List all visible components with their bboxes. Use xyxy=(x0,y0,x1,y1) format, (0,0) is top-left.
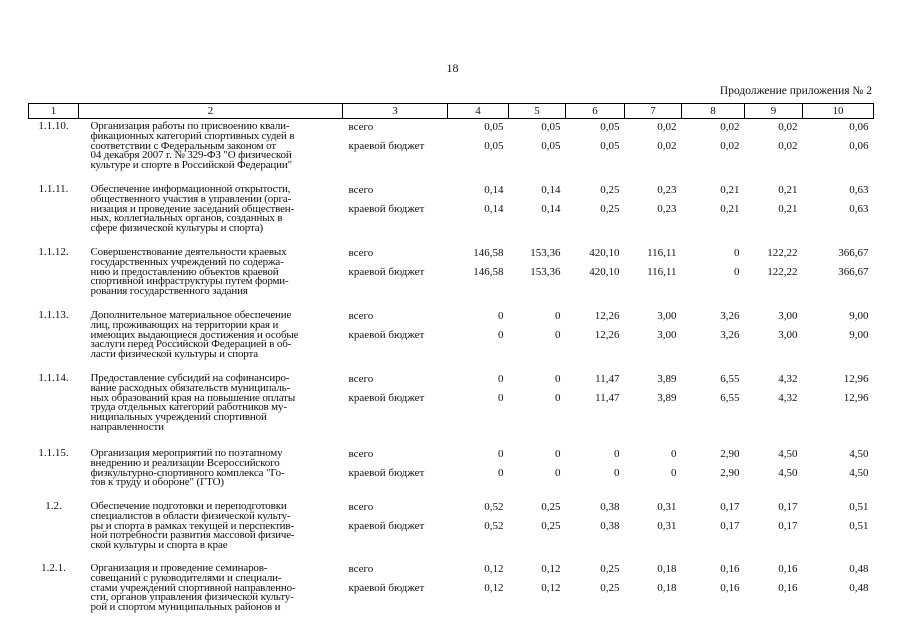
funding-source-label: всего xyxy=(348,563,374,575)
value: 0 xyxy=(614,467,620,479)
value: 146,58 xyxy=(473,247,504,259)
value-cell xyxy=(803,371,874,446)
value: 0,51 xyxy=(849,501,869,513)
value: 0 xyxy=(734,266,740,278)
description-line: совещаний с руководителями и специали- xyxy=(90,571,282,584)
value: 3,00 xyxy=(657,329,677,341)
description-line: Организация работы по присвоению квали- xyxy=(90,120,290,132)
table-row xyxy=(29,446,874,499)
description-line: специалистов в области физической культу- xyxy=(90,509,291,522)
item-description xyxy=(79,499,343,561)
value: 0 xyxy=(555,329,561,341)
value: 3,89 xyxy=(657,373,677,385)
table-row xyxy=(29,371,874,446)
value-cell xyxy=(448,499,509,561)
item-number: 1.1.13. xyxy=(38,309,69,321)
value: 116,11 xyxy=(647,247,677,259)
description-line: культуре и спорте в Российской Федерации" xyxy=(90,159,292,172)
value-cell xyxy=(509,308,566,371)
value-cell xyxy=(448,119,509,183)
value-cell xyxy=(803,182,874,245)
item-description xyxy=(79,245,343,308)
value-cell xyxy=(625,561,682,624)
description-line: Предоставление субсидий на софинансиро- xyxy=(90,372,290,384)
value: 0,14 xyxy=(541,203,561,215)
value: 2,90 xyxy=(720,448,740,460)
value-cell xyxy=(745,446,803,499)
value-cell xyxy=(448,245,509,308)
value: 0 xyxy=(498,467,504,479)
table-row xyxy=(29,245,874,308)
description-line: рования государственного задания xyxy=(90,285,248,298)
value: 0,02 xyxy=(720,140,740,152)
value: 4,50 xyxy=(778,448,798,460)
value: 0,25 xyxy=(541,501,561,513)
value: 0,14 xyxy=(484,203,504,215)
value: 0,02 xyxy=(657,121,677,133)
value-cell xyxy=(682,308,745,371)
value: 0,16 xyxy=(720,563,740,575)
funding-source-label: краевой бюджет xyxy=(348,140,425,152)
value: 0,51 xyxy=(849,520,869,532)
value-cell xyxy=(509,371,566,446)
description-line: ниципальных учреждений спортивной xyxy=(90,411,267,424)
value-cell xyxy=(509,245,566,308)
value-cell xyxy=(682,119,745,183)
item-number: 1.1.10. xyxy=(38,120,69,132)
item-description xyxy=(79,308,343,371)
table-row xyxy=(29,308,874,371)
column-header: 6 xyxy=(566,104,625,119)
value: 0,17 xyxy=(778,520,798,532)
value: 0,12 xyxy=(541,582,561,594)
item-number: 1.2. xyxy=(45,500,62,512)
value: 4,32 xyxy=(778,373,798,385)
value: 0,05 xyxy=(484,121,504,133)
appendix-table xyxy=(28,103,874,624)
value: 0,05 xyxy=(541,140,561,152)
value-cell xyxy=(682,182,745,245)
funding-source xyxy=(343,245,448,308)
value: 122,22 xyxy=(767,247,798,259)
description-line: ных, коллегиальных органов, созданных в xyxy=(90,212,283,225)
funding-source xyxy=(343,308,448,371)
description-line: стами учреждений спортивной направленно- xyxy=(90,581,296,594)
item-description xyxy=(79,561,343,624)
value: 11,47 xyxy=(595,373,620,385)
value: 420,10 xyxy=(589,266,620,278)
value: 0,14 xyxy=(484,184,504,196)
funding-source-label: краевой бюджет xyxy=(348,329,425,341)
column-header: 3 xyxy=(343,104,448,119)
description-line: соответствии с Федеральным законом от xyxy=(90,139,276,152)
value-cell xyxy=(625,245,682,308)
value-cell xyxy=(745,499,803,561)
value-cell xyxy=(566,308,625,371)
funding-source-label: краевой бюджет xyxy=(348,203,425,215)
value: 0,21 xyxy=(778,203,798,215)
item-description xyxy=(79,446,343,499)
value: 0,12 xyxy=(484,563,504,575)
value-cell xyxy=(566,182,625,245)
description-line: ры и спорта в рамках текущей и перспектив- xyxy=(90,519,294,532)
value-cell xyxy=(625,119,682,183)
description-line: ской культуры и спорта в крае xyxy=(90,539,228,552)
description-line: ных образований края на повышение оплаты xyxy=(90,391,296,404)
item-description xyxy=(79,119,343,183)
value: 0 xyxy=(498,329,504,341)
value: 420,10 xyxy=(589,247,620,259)
value: 0,05 xyxy=(541,121,561,133)
description-line: государственных учреждений по содержа- xyxy=(90,255,284,268)
description-line: вание расходных обязательств муниципаль- xyxy=(90,381,291,394)
funding-source xyxy=(343,119,448,183)
value-cell xyxy=(745,371,803,446)
value: 0,21 xyxy=(720,203,740,215)
column-header: 7 xyxy=(625,104,682,119)
table-row xyxy=(29,119,874,183)
value: 0,63 xyxy=(849,203,869,215)
description-line: фикационных категорий спортивных судей в xyxy=(90,129,295,142)
description-line: Обеспечение информационной открытости, xyxy=(90,183,291,195)
value: 0,05 xyxy=(600,140,620,152)
value: 0,02 xyxy=(720,121,740,133)
value-cell xyxy=(566,561,625,624)
description-line: нию и предоставлению объектов краевой xyxy=(90,265,279,278)
value-cell xyxy=(745,308,803,371)
value-cell xyxy=(682,371,745,446)
item-number: 1.2.1. xyxy=(41,562,66,574)
value: 4,50 xyxy=(778,467,798,479)
description-line: сфере физической культуры и спорта) xyxy=(90,222,263,235)
column-header: 2 xyxy=(79,104,343,119)
value-cell xyxy=(448,371,509,446)
description-line: Организация мероприятий по поэтапному xyxy=(90,447,283,459)
funding-source xyxy=(343,446,448,499)
value: 6,55 xyxy=(720,392,740,404)
value: 0,31 xyxy=(657,520,677,532)
value-cell xyxy=(448,561,509,624)
value-cell xyxy=(566,371,625,446)
value-cell xyxy=(625,499,682,561)
value-cell xyxy=(448,308,509,371)
value: 0 xyxy=(734,247,740,259)
value-cell xyxy=(509,182,566,245)
value: 0,25 xyxy=(600,563,620,575)
item-number: 1.1.15. xyxy=(38,447,69,459)
value: 12,26 xyxy=(594,310,620,322)
value: 0,25 xyxy=(600,184,620,196)
value-cell xyxy=(803,561,874,624)
value: 0 xyxy=(671,467,677,479)
description-line: внедрению и реализации Всероссийского xyxy=(90,456,280,469)
value: 12,96 xyxy=(843,392,869,404)
item-number: 1.1.14. xyxy=(38,372,69,384)
value-cell xyxy=(745,561,803,624)
value: 0,52 xyxy=(484,520,504,532)
item-description xyxy=(79,182,343,245)
value: 0,17 xyxy=(778,501,798,513)
description-line: ной потребности развития массовой физиче- xyxy=(90,529,295,542)
funding-source-label: всего xyxy=(348,310,374,322)
value: 146,58 xyxy=(473,266,504,278)
value-cell xyxy=(625,446,682,499)
value: 0 xyxy=(671,448,677,460)
value: 0,12 xyxy=(541,563,561,575)
value: 0,17 xyxy=(720,501,740,513)
value: 0 xyxy=(555,392,561,404)
value: 366,67 xyxy=(838,266,869,278)
value: 116,11 xyxy=(647,266,677,278)
value: 0,18 xyxy=(657,582,677,594)
value-cell xyxy=(448,182,509,245)
value: 0,21 xyxy=(720,184,740,196)
table-row xyxy=(29,561,874,624)
description-line: труда отдельных категорий работников му- xyxy=(90,401,287,414)
value-cell xyxy=(625,182,682,245)
item-number: 1.1.12. xyxy=(38,246,69,258)
page-number: 18 xyxy=(446,61,459,75)
value: 0,31 xyxy=(657,501,677,513)
value: 12,26 xyxy=(594,329,620,341)
value-cell xyxy=(803,245,874,308)
value: 0,02 xyxy=(778,121,798,133)
value-cell xyxy=(509,446,566,499)
funding-source-label: краевой бюджет xyxy=(348,520,425,532)
value: 0,06 xyxy=(849,140,869,152)
funding-source-label: краевой бюджет xyxy=(348,266,425,278)
value-cell xyxy=(448,446,509,499)
description-line: тов к труду и обороне" (ГТО) xyxy=(90,476,224,489)
value-cell xyxy=(745,245,803,308)
value: 0 xyxy=(555,373,561,385)
value: 9,00 xyxy=(849,329,869,341)
value: 0,63 xyxy=(849,184,869,196)
funding-source-label: всего xyxy=(348,247,374,259)
value: 3,26 xyxy=(720,329,740,341)
value: 0,23 xyxy=(657,184,677,196)
value: 0,25 xyxy=(600,203,620,215)
description-line: ласти физической культуры и спорта xyxy=(90,348,259,361)
description-line: Организация и проведение семинаров- xyxy=(90,562,268,574)
description-line: Обеспечение подготовки и переподготовки xyxy=(90,500,287,512)
column-header: 9 xyxy=(745,104,803,119)
value: 0,18 xyxy=(657,563,677,575)
value: 0,16 xyxy=(778,563,798,575)
value: 0,48 xyxy=(849,563,869,575)
value-cell xyxy=(803,499,874,561)
description-line: 04 декабря 2007 г. № 329-ФЗ "О физической xyxy=(90,149,292,162)
value: 0,52 xyxy=(484,501,504,513)
value: 0 xyxy=(614,448,620,460)
value: 0,25 xyxy=(541,520,561,532)
value: 0 xyxy=(498,310,504,322)
value-cell xyxy=(509,499,566,561)
description-line: лиц, проживающих на территории края и xyxy=(90,318,279,331)
value: 3,00 xyxy=(778,310,798,322)
funding-source-label: краевой бюджет xyxy=(348,392,425,404)
value: 0,25 xyxy=(600,582,620,594)
value: 0,16 xyxy=(720,582,740,594)
value: 0,06 xyxy=(849,121,869,133)
value: 0,23 xyxy=(657,203,677,215)
value: 3,26 xyxy=(720,310,740,322)
value: 0,12 xyxy=(484,582,504,594)
item-description xyxy=(79,371,343,446)
value: 2,90 xyxy=(720,467,740,479)
column-header: 8 xyxy=(682,104,745,119)
value-cell xyxy=(745,182,803,245)
description-line: Дополнительное материальное обеспечение xyxy=(90,309,292,321)
value: 4,50 xyxy=(849,448,869,460)
funding-source-label: всего xyxy=(348,501,374,513)
item-number: 1.1.11. xyxy=(38,183,69,195)
value: 0,38 xyxy=(600,520,620,532)
funding-source-label: всего xyxy=(348,184,374,196)
value: 4,50 xyxy=(849,467,869,479)
value: 153,36 xyxy=(530,247,561,259)
value: 3,00 xyxy=(778,329,798,341)
value-cell xyxy=(803,308,874,371)
value-cell xyxy=(509,119,566,183)
value: 153,36 xyxy=(530,266,561,278)
value-cell xyxy=(803,446,874,499)
value-cell xyxy=(682,245,745,308)
column-header: 10 xyxy=(803,104,874,119)
description-line: заслуги перед Российской Федерацией в об- xyxy=(90,338,292,351)
value: 11,47 xyxy=(595,392,620,404)
column-header: 5 xyxy=(509,104,566,119)
value-cell xyxy=(566,119,625,183)
funding-source-label: краевой бюджет xyxy=(348,467,425,479)
funding-source xyxy=(343,499,448,561)
value: 0,05 xyxy=(600,121,620,133)
description-line: сти, органов управления физической культу- xyxy=(90,591,294,604)
value: 3,89 xyxy=(657,392,677,404)
description-line: низация и проведение заседаний обществен- xyxy=(90,202,295,215)
funding-source xyxy=(343,182,448,245)
value-cell xyxy=(509,561,566,624)
funding-source xyxy=(343,371,448,446)
value-cell xyxy=(682,561,745,624)
value-cell xyxy=(682,446,745,499)
value: 0,48 xyxy=(849,582,869,594)
value: 0 xyxy=(555,448,561,460)
value: 0,21 xyxy=(778,184,798,196)
funding-source-label: всего xyxy=(348,448,374,460)
value: 0,38 xyxy=(600,501,620,513)
value-cell xyxy=(803,119,874,183)
description-line: имеющих выдающиеся достижения и особые xyxy=(90,328,299,341)
funding-source-label: всего xyxy=(348,121,374,133)
value: 0,05 xyxy=(484,140,504,152)
description-line: Совершенствование деятельности краевых xyxy=(90,246,287,258)
description-line: общественного участия в управлении (орга- xyxy=(90,192,292,205)
value: 0,17 xyxy=(720,520,740,532)
table-row xyxy=(29,499,874,561)
column-number-row xyxy=(29,104,874,119)
value-cell xyxy=(566,446,625,499)
value: 0 xyxy=(498,392,504,404)
value: 6,55 xyxy=(720,373,740,385)
value: 366,67 xyxy=(838,247,869,259)
value: 122,22 xyxy=(767,266,798,278)
value-cell xyxy=(625,371,682,446)
value-cell xyxy=(682,499,745,561)
value: 0 xyxy=(555,310,561,322)
value: 4,32 xyxy=(778,392,798,404)
value: 0,02 xyxy=(778,140,798,152)
description-line: физкультурно-спортивного комплекса "Го- xyxy=(90,466,285,479)
value: 0,14 xyxy=(541,184,561,196)
column-header: 4 xyxy=(448,104,509,119)
funding-source xyxy=(343,561,448,624)
value: 9,00 xyxy=(849,310,869,322)
description-line: направленности xyxy=(90,420,164,433)
value: 0 xyxy=(555,467,561,479)
funding-source-label: краевой бюджет xyxy=(348,582,425,594)
value: 0,16 xyxy=(778,582,798,594)
value: 0 xyxy=(498,448,504,460)
continuation-label: Продолжение приложения № 2 xyxy=(719,85,872,97)
description-line: рой и спортом муниципальных районов и xyxy=(90,601,281,614)
value-cell xyxy=(566,499,625,561)
description-line: спортивной инфраструктуры путем форми- xyxy=(90,275,289,288)
value-cell xyxy=(566,245,625,308)
funding-source-label: всего xyxy=(348,373,374,385)
value: 0 xyxy=(498,373,504,385)
column-header: 1 xyxy=(29,104,79,119)
value-cell xyxy=(745,119,803,183)
table-row xyxy=(29,182,874,245)
value: 3,00 xyxy=(657,310,677,322)
value: 12,96 xyxy=(843,373,869,385)
value-cell xyxy=(625,308,682,371)
value: 0,02 xyxy=(657,140,677,152)
